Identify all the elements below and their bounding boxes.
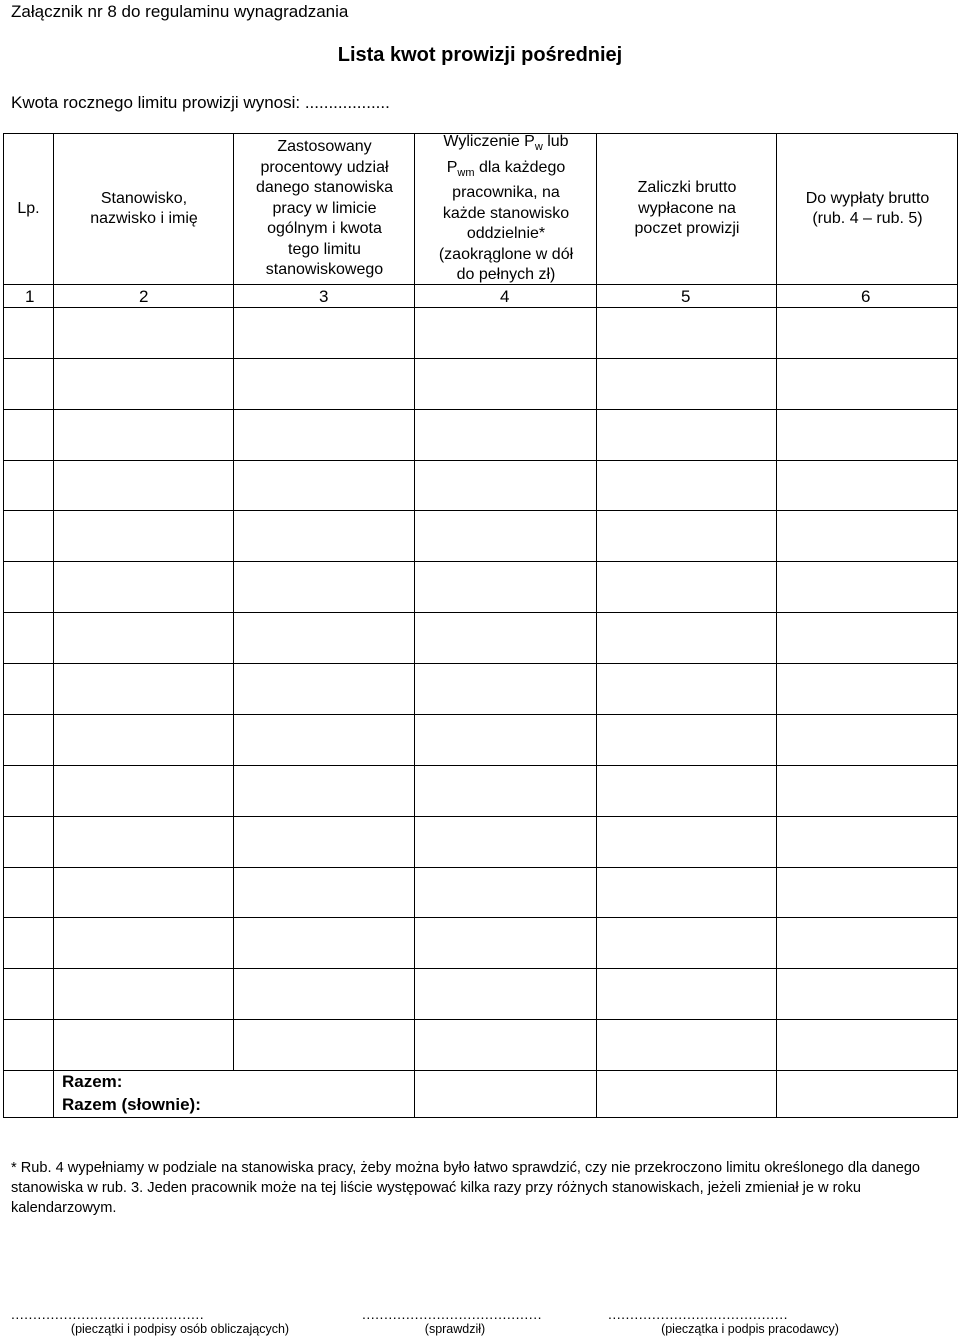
table-row-divider — [3, 714, 958, 715]
header-advances: Zaliczki brutto wypłacone na poczet prowizji — [634, 179, 740, 238]
table-row-divider — [3, 1019, 958, 1020]
total-words-label: Razem (słownie): — [62, 1095, 201, 1114]
table-row-divider — [3, 917, 958, 918]
signature-label-checked: (sprawdził) — [424, 1322, 486, 1336]
column-number-1: 1 — [25, 287, 35, 306]
header-to-pay: Do wypłaty brutto (rub. 4 – rub. 5) — [805, 189, 930, 227]
table-row-divider — [3, 358, 958, 359]
signature-line-calculators: ............................................ — [11, 1306, 205, 1322]
header-lp: Lp. — [17, 199, 40, 217]
footnote: * Rub. 4 wypełniamy w podziale na stanowiska pracy, żeby można było łatwo sprawdzić, czy nie przekroczono limitu określonego dla danego stanowiska w rub. 3. Jeden pracownik może na tej liście występować kilka razy przy różnych stanowiskach, jeżeli zmieniał je w roku kalendarzowym. — [11, 1160, 921, 1216]
signature-line-checked: ......................................... — [362, 1306, 542, 1322]
column-number-6: 6 — [861, 287, 871, 306]
signature-line-employer: ......................................... — [608, 1306, 788, 1322]
header-calculation: Wyliczenie $P_w$ lub $P_{wm}$ dla każdego pracownika, na każde stanowisko oddzielnie* (zaokrąglone w dół do pełnych zł) — [438, 133, 574, 284]
column-number-5: 5 — [681, 287, 691, 306]
column-number-2: 2 — [139, 287, 149, 306]
table-row-divider — [3, 663, 958, 664]
table-row-divider — [3, 460, 958, 461]
document-title-text: Lista kwot prowizji pośredniej — [337, 44, 623, 66]
total-label: Razem: — [62, 1072, 123, 1091]
table-row-divider — [3, 867, 958, 868]
table-row-divider — [3, 1070, 958, 1071]
table-row-divider — [3, 409, 958, 410]
table-row-divider — [3, 968, 958, 969]
table-row-divider — [3, 765, 958, 766]
table-row-divider — [3, 561, 958, 562]
signature-label-calculators: (pieczątki i podpisy osób obliczających) — [70, 1322, 290, 1336]
signature-label-employer: (pieczątka i podpis pracodawcy) — [661, 1322, 839, 1336]
document-title — [0, 44, 960, 67]
header-percentage-share: Zastosowany procentowy udział danego stanowiska pracy w limicie ogólnym i kwota tego limitu stanowiskowego — [256, 138, 393, 279]
table-row-divider — [3, 816, 958, 817]
header-position-name: Stanowisko, nazwisko i imię — [90, 189, 198, 227]
limit-line: Kwota rocznego limitu prowizji wynosi: .................. — [11, 93, 390, 112]
column-number-3: 3 — [319, 287, 329, 306]
table-row-divider — [3, 612, 958, 613]
column-number-4: 4 — [500, 287, 510, 306]
table-row-divider — [3, 510, 958, 511]
annex-title: Załącznik nr 8 do regulaminu wynagradzania — [11, 2, 349, 21]
